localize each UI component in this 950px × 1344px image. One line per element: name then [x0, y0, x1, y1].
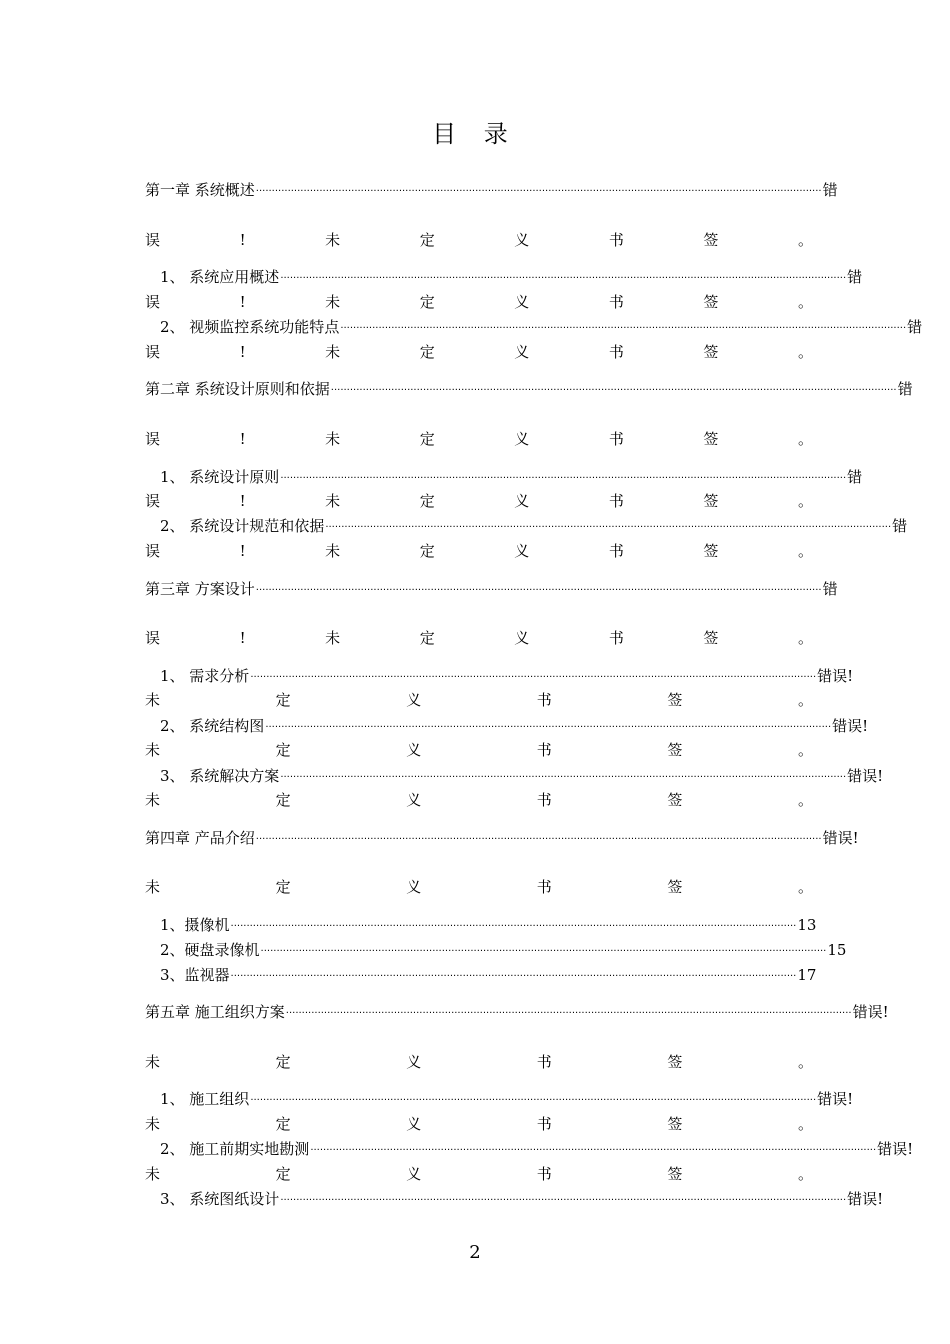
- toc-page-ref: 错: [822, 580, 838, 598]
- toc-leader: ··················································································································································································: [250, 1095, 817, 1106]
- toc-label: 1、摄像机: [160, 916, 230, 934]
- toc-entry-1-2[interactable]: [160, 315, 923, 337]
- toc-entry-2-1[interactable]: [160, 465, 863, 487]
- toc-leader: ··················································································································································································: [280, 772, 847, 783]
- toc-page-ref: 17: [797, 966, 817, 984]
- toc-label: 2、 施工前期实地勘测: [160, 1140, 310, 1158]
- toc-page-ref: 错: [847, 268, 863, 286]
- error-bookmark-text: 误 ! 未 定 义 书 签 。: [145, 629, 813, 647]
- toc-entry-1-1[interactable]: [160, 265, 863, 287]
- toc-leader: ··················································································································································································: [230, 921, 797, 932]
- toc-label: 3、 系统解决方案: [160, 767, 280, 785]
- toc-leader: ··················································································································································································: [255, 186, 822, 197]
- error-bookmark-text: 未 定 义 书 签 。: [145, 1115, 813, 1133]
- toc-label: 第二章 系统设计原则和依据: [145, 380, 330, 398]
- toc-page-ref: 错: [822, 181, 838, 199]
- toc-entry-3-3[interactable]: [160, 764, 884, 786]
- toc-page-ref: 错误!: [817, 1090, 854, 1108]
- toc-label: 3、监视器: [160, 966, 230, 984]
- toc-leader: ··················································································································································································: [340, 323, 907, 334]
- toc-label: 1、 施工组织: [160, 1090, 250, 1108]
- toc-page-ref: 错误!: [877, 1140, 914, 1158]
- toc-page-ref: 15: [827, 941, 847, 959]
- error-bookmark-text: 未 定 义 书 签 。: [145, 878, 813, 896]
- page-number: 2: [469, 1242, 481, 1263]
- toc-leader: ··················································································································································································: [260, 946, 827, 957]
- toc-leader: ··················································································································································································: [330, 385, 897, 396]
- error-bookmark-text: 误 ! 未 定 义 书 签 。: [145, 542, 813, 560]
- error-bookmark-text: 误 ! 未 定 义 书 签 。: [145, 231, 813, 249]
- toc-label: 第四章 产品介绍: [145, 829, 255, 847]
- toc-page-ref: 错: [847, 468, 863, 486]
- error-bookmark-text: 未 定 义 书 签 。: [145, 1053, 813, 1071]
- error-bookmark-text: 误 ! 未 定 义 书 签 。: [145, 343, 813, 361]
- toc-page-ref: 错误!: [832, 717, 869, 735]
- toc-entry-chapter-1[interactable]: [145, 178, 838, 200]
- error-bookmark-text: 未 定 义 书 签 。: [145, 1165, 813, 1183]
- toc-leader: ··················································································································································································: [255, 834, 822, 845]
- toc-label: 第三章 方案设计: [145, 580, 255, 598]
- toc-entry-4-2[interactable]: [160, 938, 847, 960]
- toc-page-ref: 错误!: [847, 1190, 884, 1208]
- toc-page-ref: 错误!: [852, 1003, 889, 1021]
- toc-page-ref: 错: [897, 380, 913, 398]
- toc-entry-3-1[interactable]: [160, 664, 854, 686]
- toc-leader: ··················································································································································································: [230, 971, 797, 982]
- error-bookmark-text: 未 定 义 书 签 。: [145, 691, 813, 709]
- error-bookmark-text: 误 ! 未 定 义 书 签 。: [145, 492, 813, 510]
- toc-label: 1、 系统设计原则: [160, 468, 280, 486]
- toc-page-ref: 错: [892, 517, 908, 535]
- toc-page-ref: 错误!: [822, 829, 859, 847]
- toc-entry-5-2[interactable]: [160, 1137, 914, 1159]
- toc-entry-chapter-2[interactable]: [145, 377, 913, 399]
- toc-entry-2-2[interactable]: [160, 514, 908, 536]
- error-bookmark-text: 误 ! 未 定 义 书 签 。: [145, 293, 813, 311]
- toc-leader: ··················································································································································································: [250, 672, 817, 683]
- toc-entry-3-2[interactable]: [160, 714, 869, 736]
- toc-entry-chapter-5[interactable]: [145, 1000, 889, 1022]
- toc-leader: ··················································································································································································: [280, 473, 847, 484]
- toc-leader: ··················································································································································································: [280, 273, 847, 284]
- toc-page-ref: 错误!: [847, 767, 884, 785]
- toc-leader: ··················································································································································································: [280, 1195, 847, 1206]
- toc-label: 2、 系统设计规范和依据: [160, 517, 325, 535]
- toc-leader: ··················································································································································································: [265, 722, 832, 733]
- toc-entry-chapter-4[interactable]: [145, 826, 859, 848]
- toc-label: 第一章 系统概述: [145, 181, 255, 199]
- toc-label: 2、 系统结构图: [160, 717, 265, 735]
- toc-page-ref: 错: [907, 318, 923, 336]
- toc-label: 2、硬盘录像机: [160, 941, 260, 959]
- toc-leader: ··················································································································································································: [285, 1008, 852, 1019]
- toc-entry-4-1[interactable]: [160, 913, 817, 935]
- toc-page-ref: 错误!: [817, 667, 854, 685]
- toc-leader: ··················································································································································································: [310, 1145, 877, 1156]
- toc-label: 3、 系统图纸设计: [160, 1190, 280, 1208]
- toc-label: 第五章 施工组织方案: [145, 1003, 285, 1021]
- page-title: 目 录: [432, 120, 518, 148]
- toc-entry-5-3[interactable]: [160, 1187, 884, 1209]
- toc-entry-5-1[interactable]: [160, 1087, 854, 1109]
- toc-entry-4-3[interactable]: [160, 963, 817, 985]
- error-bookmark-text: 未 定 义 书 签 。: [145, 741, 813, 759]
- toc-label: 2、 视频监控系统功能特点: [160, 318, 340, 336]
- toc-label: 1、 需求分析: [160, 667, 250, 685]
- error-bookmark-text: 未 定 义 书 签 。: [145, 791, 813, 809]
- toc-label: 1、 系统应用概述: [160, 268, 280, 286]
- error-bookmark-text: 误 ! 未 定 义 书 签 。: [145, 430, 813, 448]
- toc-leader: ··················································································································································································: [255, 585, 822, 596]
- toc-entry-chapter-3[interactable]: [145, 577, 838, 599]
- toc-page-ref: 13: [797, 916, 817, 934]
- toc-leader: ··················································································································································································: [325, 522, 892, 533]
